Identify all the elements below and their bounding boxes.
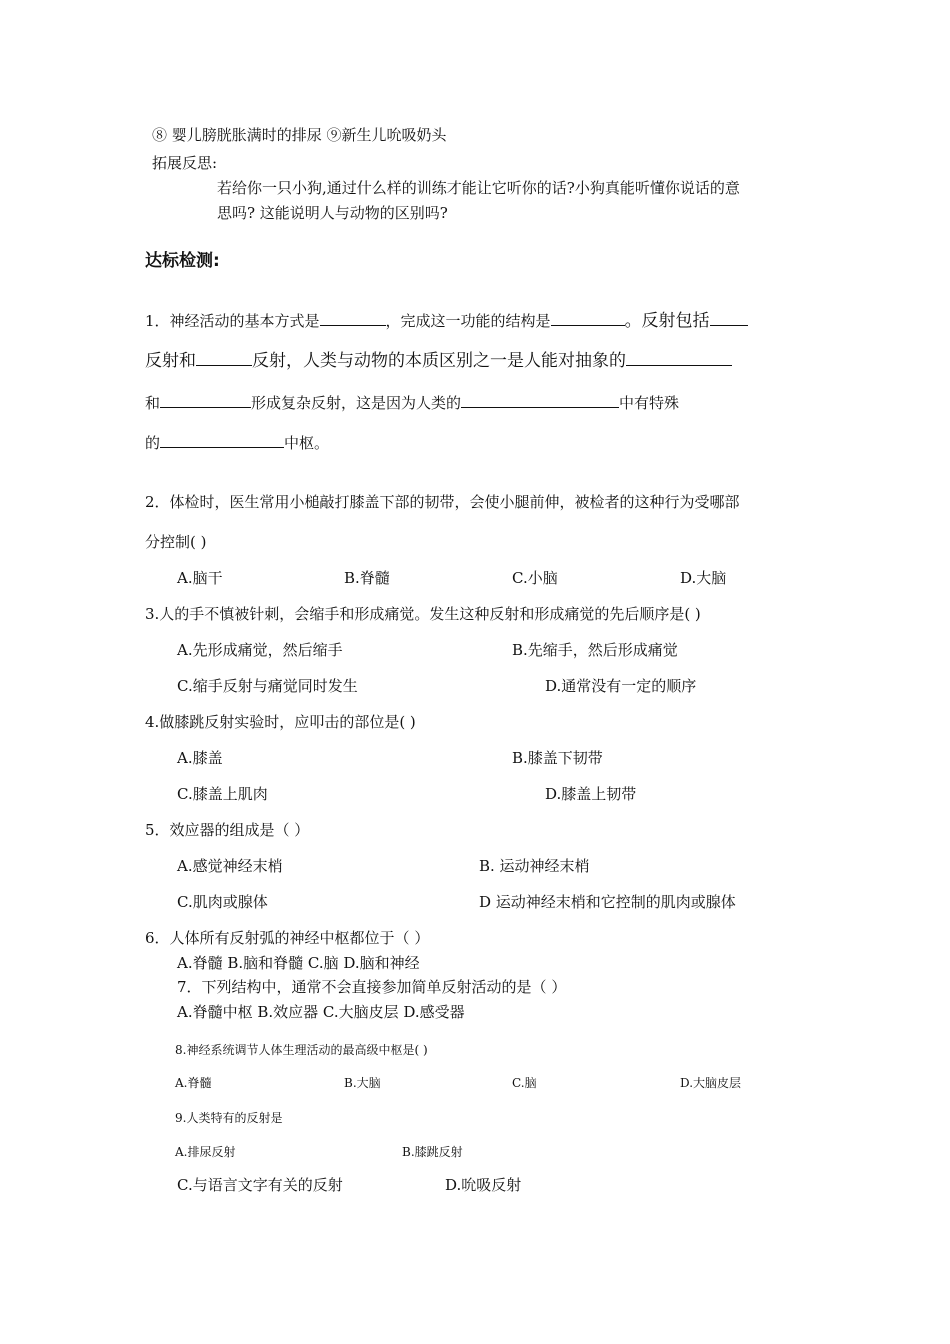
question-1-line-1: [145, 310, 748, 331]
answer-blank[interactable]: [551, 310, 625, 326]
question-7-options[interactable]: A.脊髓中枢 B.效应器 C.大脑皮层 D.感受器: [177, 1003, 465, 1021]
question-1-line-2: [145, 350, 732, 371]
list-item-8-9: ⑧ 婴儿膀胱胀满时的排尿 ⑨新生儿吮吸奶头: [152, 126, 447, 144]
reflection-text-1: 若给你一只小狗,通过什么样的训练才能让它听你的话?小狗真能听懂你说话的意: [217, 179, 740, 197]
option-d[interactable]: D.膝盖上韧带: [545, 785, 637, 803]
q1-text: 形成复杂反射，这是因为人类的: [251, 394, 462, 412]
question-6-options[interactable]: A.脊髓 B.脑和脊髓 C.脑 D.脑和神经: [177, 954, 420, 972]
answer-blank[interactable]: [160, 392, 251, 408]
q1-text: 的: [145, 434, 161, 452]
q1-text: 和: [145, 394, 161, 412]
q1-text: 中有特殊: [619, 394, 680, 412]
option-a[interactable]: A.排尿反射: [175, 1145, 236, 1159]
answer-blank[interactable]: [196, 350, 252, 366]
q1-text: 中枢。: [284, 434, 330, 452]
option-b[interactable]: B.先缩手，然后形成痛觉: [512, 641, 678, 659]
option-a[interactable]: A.脊髓: [175, 1076, 212, 1090]
option-c[interactable]: C.肌肉或腺体: [177, 893, 268, 911]
answer-blank[interactable]: [320, 310, 386, 326]
q1-text: 反射和: [145, 351, 196, 371]
q1-text: 反射，人类与动物的本质区别之一是人能对抽象的: [252, 351, 626, 371]
answer-blank[interactable]: [160, 432, 284, 448]
question-4-stem: 4.做膝跳反射实验时，应叩击的部位是( ): [145, 713, 416, 731]
question-7-stem: 7．下列结构中，通常不会直接参加简单反射活动的是（ ）: [177, 978, 567, 996]
q1-text: 1．神经活动的基本方式是: [145, 312, 320, 330]
q1-text: 。反射包括: [624, 311, 710, 331]
answer-blank[interactable]: [710, 310, 748, 326]
option-c[interactable]: C.小脑: [512, 569, 558, 587]
option-a[interactable]: A.感觉神经末梢: [177, 857, 283, 875]
option-c[interactable]: C.与语言文字有关的反射: [177, 1176, 343, 1194]
option-a[interactable]: A.膝盖: [177, 749, 223, 767]
option-b[interactable]: B.膝跳反射: [402, 1145, 463, 1159]
answer-blank[interactable]: [461, 392, 619, 408]
question-9-stem: 9.人类特有的反射是: [175, 1111, 283, 1125]
option-d[interactable]: D 运动神经末梢和它控制的肌肉或腺体: [479, 893, 736, 911]
question-6-stem: 6．人体所有反射弧的神经中枢都位于（ ）: [145, 929, 430, 947]
option-b[interactable]: B.脊髓: [344, 569, 390, 587]
q1-text: ，完成这一功能的结构是: [385, 312, 551, 330]
question-5-stem: 5．效应器的组成是（ ）: [145, 821, 310, 839]
option-d[interactable]: D.通常没有一定的顺序: [545, 677, 697, 695]
question-2-stem-cont: 分控制( ): [145, 533, 207, 551]
question-8-stem: 8.神经系统调节人体生理活动的最高级中枢是( ): [175, 1043, 428, 1057]
option-c[interactable]: C.缩手反射与痛觉同时发生: [177, 677, 358, 695]
option-c[interactable]: C.脑: [512, 1076, 537, 1090]
option-b[interactable]: B.大脑: [344, 1076, 381, 1090]
option-d[interactable]: D.大脑: [680, 569, 727, 587]
option-c[interactable]: C.膝盖上肌肉: [177, 785, 268, 803]
option-d[interactable]: D.大脑皮层: [680, 1076, 742, 1090]
question-2-stem: 2．体检时，医生常用小槌敲打膝盖下部的韧带，会使小腿前伸，被检者的这种行为受哪部: [145, 493, 740, 511]
option-b[interactable]: B. 运动神经末梢: [479, 857, 590, 875]
question-1-line-3: [145, 392, 679, 413]
question-1-line-4: [145, 432, 329, 453]
option-b[interactable]: B.膝盖下韧带: [512, 749, 603, 767]
option-a[interactable]: A.先形成痛觉，然后缩手: [177, 641, 343, 659]
section-title: 达标检测:: [145, 251, 220, 271]
question-3-stem: 3.人的手不慎被针刺，会缩手和形成痛觉。发生这种反射和形成痛觉的先后顺序是( ): [145, 605, 701, 623]
answer-blank[interactable]: [626, 350, 732, 366]
reflection-label: 拓展反思:: [152, 154, 218, 172]
option-d[interactable]: D.吮吸反射: [445, 1176, 522, 1194]
option-a[interactable]: A.脑干: [177, 569, 223, 587]
reflection-text-2: 思吗? 这能说明人与动物的区别吗?: [217, 204, 448, 222]
